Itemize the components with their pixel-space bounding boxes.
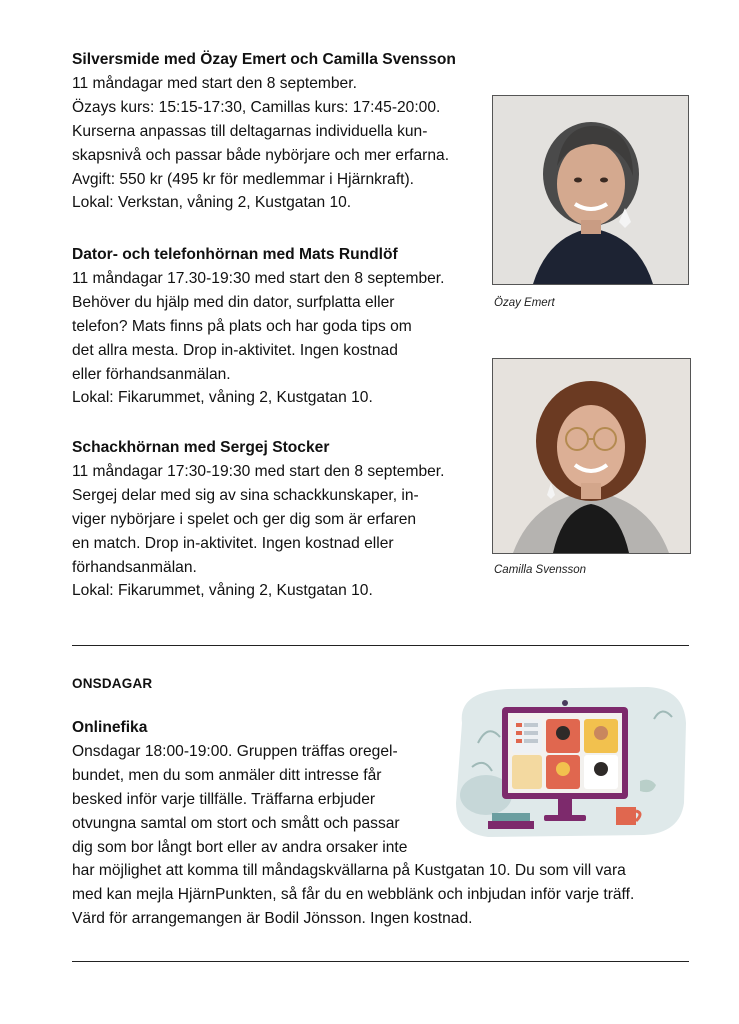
computer-corner-title: Dator- och telefonhörnan med Mats Rundlöf [72,246,398,263]
camilla-svensson-photo [492,358,691,554]
computer-corner-line: eller förhandsanmälan. [72,365,231,383]
video-call-illustration [448,683,690,841]
silversmithing-section [72,48,456,215]
chess-corner-line: Sergej delar med sig av sina schackkunskaper, in- [72,486,419,504]
online-fika-line: med kan mejla HjärnPunkten, så får du en webblänk och inbjudan inför varje träff. [72,886,635,904]
computer-corner-line: telefon? Mats finns på plats och har goda tips om [72,317,412,335]
chess-corner-section [72,436,444,603]
online-fika-line: bundet, men du som anmäler ditt intresse får [72,766,382,784]
section-divider [72,645,689,646]
chess-corner-line: förhandsanmälan. [72,558,197,576]
section-divider [72,961,689,962]
ozay-portrait-image [493,96,688,284]
online-fika-line: besked inför varje tillfälle. Träffarna erbjuder [72,790,376,808]
camilla-caption: Camilla Svensson [494,564,587,576]
ozay-emert-photo [492,95,689,285]
camilla-portrait-image [493,359,690,553]
computer-corner-line: Lokal: Fikarummet, våning 2, Kustgatan 10. [72,389,373,407]
computer-corner-line: 11 måndagar 17.30-19:30 med start den 8 september. [72,269,445,287]
silversmithing-line: skapsnivå och passar både nybörjare och mer erfarna. [72,146,450,164]
silversmithing-line: Avgift: 550 kr (495 kr för medlemmar i Hjärnkraft). [72,170,415,188]
chess-corner-line: 11 måndagar 17:30-19:30 med start den 8 september. [72,462,445,480]
online-fika-title: Onlinefika [72,719,148,736]
computer-corner-section [72,243,444,410]
silversmithing-line: Lokal: Verkstan, våning 2, Kustgatan 10. [72,194,352,212]
chess-corner-line: viger nybörjare i spelet och ger dig som är erfaren [72,510,417,528]
silversmithing-line: Kurserna anpassas till deltagarnas individuella kun- [72,122,428,140]
online-fika-line: dig som bor långt bort eller av andra orsaker inte [72,838,408,856]
silversmithing-line: Özays kurs: 15:15-17:30, Camillas kurs: 17:45-20:00. [72,98,441,116]
chess-corner-title: Schackhörnan med Sergej Stocker [72,439,330,456]
online-fika-line: otvungna samtal om stort och smått och passar [72,814,400,832]
ozay-caption: Özay Emert [494,297,555,309]
computer-corner-line: Behöver du hjälp med din dator, surfplatta eller [72,293,395,311]
online-fika-line: Värd för arrangemangen är Bodil Jönsson. Ingen kostnad. [72,910,473,928]
wednesday-heading: ONSDAGAR [72,676,153,691]
computer-corner-line: det allra mesta. Drop in-aktivitet. Ingen kostnad [72,341,398,359]
online-fika-line: Onsdagar 18:00-19:00. Gruppen träffas oregel- [72,742,398,760]
chess-corner-line: en match. Drop in-aktivitet. Ingen kostnad eller [72,534,394,552]
chess-corner-line: Lokal: Fikarummet, våning 2, Kustgatan 10. [72,582,373,600]
online-fika-line: har möjlighet att komma till måndagskvällarna på Kustgatan 10. Du som vill vara [72,862,626,880]
silversmithing-line: 11 måndagar med start den 8 september. [72,74,357,92]
silversmithing-title: Silversmide med Özay Emert och Camilla Svensson [72,51,456,68]
